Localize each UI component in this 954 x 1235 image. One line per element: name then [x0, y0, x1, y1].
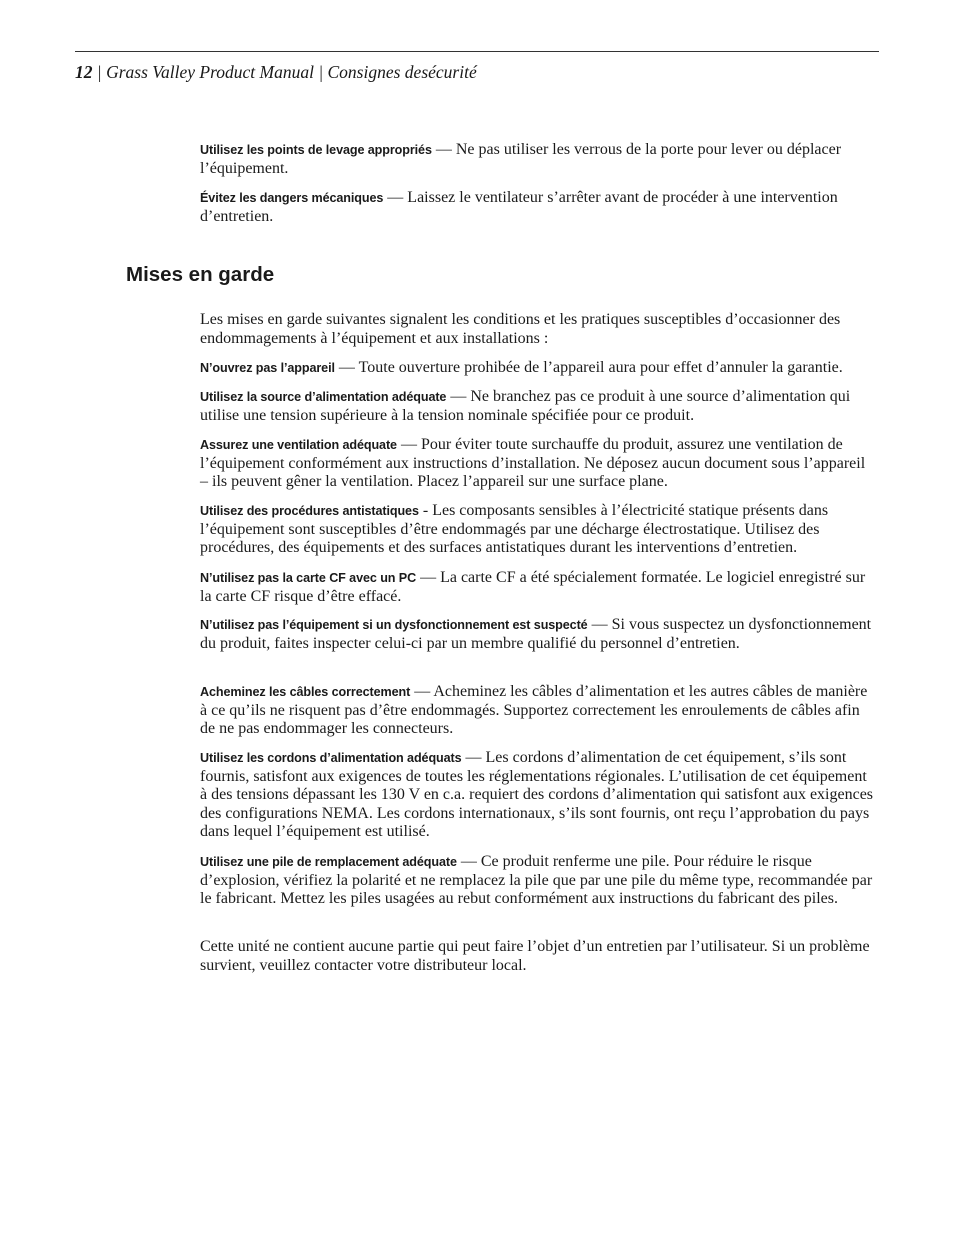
item-lead: N’ouvrez pas l’appareil	[200, 361, 335, 375]
item-lead: Acheminez les câbles correctement	[200, 685, 411, 699]
caution-item	[200, 388, 876, 425]
intro-text: Les mises en garde suivantes signalent les conditions et les pratiques susceptibles d’occasionner des endommagements à l’équipement et aux installations :	[200, 311, 841, 347]
item-text: - Les composants sensibles à l’électricité statique présents dans l’équipement sont susceptibles d’être endommagés par une décharge électrostatique. Utilisez des procédures, des équipements et des surfaces antistatiques durant les interventions d’entretien.	[200, 502, 829, 557]
item-lead: Utilisez des procédures antistatiques	[200, 504, 419, 518]
intro-paragraph	[200, 311, 876, 348]
item-lead: Évitez les dangers mécaniques	[200, 191, 384, 205]
caution-item	[200, 749, 876, 842]
header-separator: |	[313, 62, 328, 82]
section-title: Consignes desécurité	[327, 62, 477, 82]
top-item	[200, 189, 876, 226]
header-separator: |	[92, 62, 107, 82]
item-lead: Utilisez les cordons d’alimentation adéquats	[200, 751, 462, 765]
manual-title: Grass Valley Product Manual	[106, 62, 314, 82]
item-lead: N’utilisez pas l’équipement si un dysfonctionnement est suspecté	[200, 618, 588, 632]
item-lead: Utilisez les points de levage appropriés	[200, 143, 432, 157]
closing-text: Cette unité ne contient aucune partie qui peut faire l’objet d’un entretien par l’utilisateur. Si un problème survient, veuillez contacter votre distributeur local.	[200, 938, 870, 974]
item-text: — Si vous suspectez un dysfonctionnement du produit, faites inspecter celui-ci par un membre qualifié du personnel d’entretien.	[200, 616, 872, 652]
item-text: — Toute ouverture prohibée de l’appareil aura pour effet d’annuler la garantie.	[334, 359, 843, 376]
header-rule	[75, 51, 879, 52]
item-text: — Laissez le ventilateur s’arrêter avant de procéder à une intervention d’entretien.	[200, 189, 838, 225]
top-item	[200, 141, 876, 178]
page-number: 12	[75, 62, 93, 82]
item-lead: Utilisez une pile de remplacement adéquate	[200, 855, 457, 869]
item-text: — Ce produit renferme une pile. Pour réduire le risque d’explosion, vérifiez la polarité et ne remplacez la pile que par une pile du même type, recommandée par le fabricant. Mettez les piles usagées au rebut conformément aux instructions du fabricant des piles.	[200, 853, 873, 908]
item-text: — Acheminez les câbles d’alimentation et les autres câbles de manière à ce qu’ils ne risquent pas d’être endommagés. Supportez correctement les enroulements de câbles afin de ne pas endommager les connecteurs.	[200, 683, 868, 738]
caution-item	[200, 683, 876, 739]
item-text: — Ne branchez pas ce produit à une source d’alimentation qui utilise une tension supérieure à la tension nominale spécifiée pour ce produit.	[200, 388, 851, 424]
item-lead: Assurez une ventilation adéquate	[200, 438, 397, 452]
running-header	[75, 62, 477, 83]
caution-item	[200, 853, 876, 909]
caution-item	[200, 436, 876, 492]
item-lead: N’utilisez pas la carte CF avec un PC	[200, 571, 417, 585]
item-text: — Les cordons d’alimentation de cet équipement, s’ils sont fournis, satisfont aux exigences de toutes les réglementations régionales. L’utilisation de cet équipement à des tensions dépassant les 130 V en c.a. requiert des cordons d’alimentation qui satisfont aux exigences des configurations NEMA. Les cordons internationaux, s’ils sont fournis, ont reçu l’approbation du pays dans lequel l’équipement est utilisé.	[200, 749, 874, 841]
section-heading: Mises en garde	[126, 263, 275, 286]
item-lead: Utilisez la source d’alimentation adéquate	[200, 390, 447, 404]
caution-item	[200, 569, 876, 606]
caution-item	[200, 616, 876, 653]
item-text: — Pour éviter toute surchauffe du produit, assurez une ventilation de l’équipement conformément aux instructions d’installation. Ne déposez aucun document sous l’appareil – ils peuvent gêner la ventilation. Placez l’appareil sur une surface plane.	[200, 436, 866, 491]
caution-item	[200, 359, 876, 378]
closing-paragraph	[200, 938, 876, 975]
item-text: — La carte CF a été spécialement formatée. Le logiciel enregistré sur la carte CF risque d’être effacé.	[200, 569, 866, 605]
item-text: — Ne pas utiliser les verrous de la porte pour lever ou déplacer l’équipement.	[200, 141, 842, 177]
caution-item	[200, 502, 876, 558]
